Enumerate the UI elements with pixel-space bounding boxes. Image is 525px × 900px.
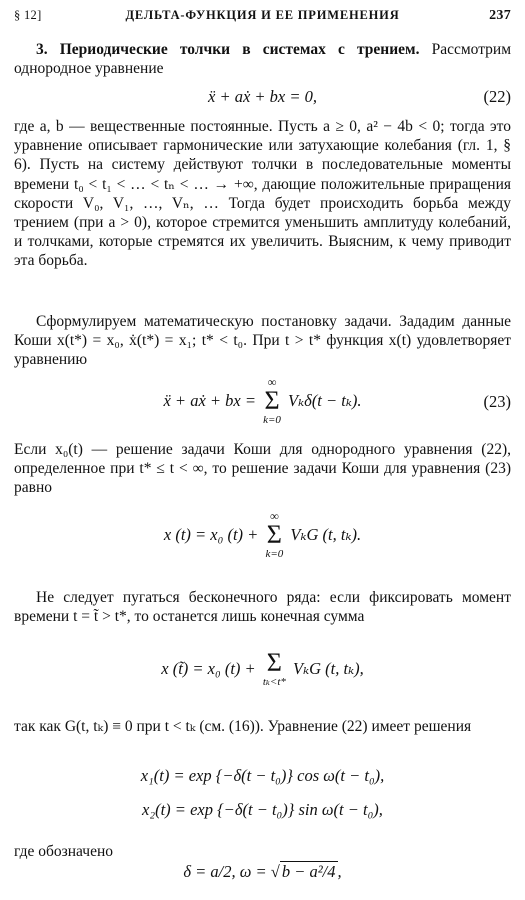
- equation-22-number: (22): [483, 87, 511, 106]
- sum-lower-limit: tₖ<t*: [262, 676, 286, 688]
- equation-solution: [14, 510, 511, 560]
- sum-lower-limit: k=0: [265, 548, 284, 560]
- equation-23-rhs: Vₖδ(t − tₖ).: [288, 391, 362, 410]
- equation-solution-lhs: x (t) = x₀ (t) +: [163, 525, 259, 544]
- summation-symbol: Σ tₖ<t*: [262, 648, 286, 688]
- equation-solution-rhs: VₖG (t, tₖ).: [290, 525, 362, 544]
- equation-23-lhs: ẍ + aẋ + bx =: [163, 391, 256, 410]
- delta-omega-left: δ = a/2, ω =: [183, 862, 271, 881]
- paragraph-3: Сформулируем математическую постановку задачи. Зададим данные Коши x(t*) = x₀, ẋ(t*) = x₁; t* < t₀. При t > t* функция x(t) удовлетворяет уравнению: [14, 313, 511, 369]
- chapter-title: ДЕЛЬТА-ФУНКЦИЯ И ЕЕ ПРИМЕНЕНИЯ: [125, 8, 400, 22]
- section-ref: § 12]: [14, 8, 42, 22]
- paragraph-2: где a, b — вещественные постоянные. Пусть a ≥ 0, a² − 4b < 0; тогда это уравнение описывает гармонические или затухающие колебания (гл. 1, § 6). Пусть на систему действуют толчки в последовательные моменты времени t₀ < t₁ < … < tₙ < … → +∞, дающие положительные приращения скорости V₀, V₁, …, Vₙ, … Тогда будет происходить борьба между трением (при a > 0), которое стремится уменьшить амплитуду колебаний, и толчками, которые стремятся их увеличить. Выясним, к чему приводит эта борьба.: [14, 118, 511, 270]
- equation-finite-rhs: VₖG (t, tₖ),: [293, 659, 364, 678]
- equation-22: [14, 87, 511, 107]
- sqrt-content: b − a²/4: [281, 862, 336, 881]
- summation-symbol: ∞ Σ k=0: [265, 509, 284, 560]
- paragraph-7: где обозначено: [14, 843, 114, 860]
- subsection-heading: 3. Периодические толчки в системах с трением.: [36, 41, 420, 58]
- sum-upper-limit: ∞: [267, 375, 277, 389]
- equation-23: [14, 376, 511, 426]
- running-header: [14, 8, 511, 26]
- equation-22-formula: ẍ + aẋ + bx = 0,: [208, 87, 317, 106]
- equation-23-number: (23): [483, 392, 511, 411]
- delta-omega-tail: ,: [337, 862, 342, 881]
- equation-delta-omega: δ = a/2, ω = √ b − a²/4 ,: [183, 862, 342, 881]
- sum-upper-limit: ∞: [270, 509, 279, 523]
- equation-x2: x₂(t) = exp {−δ(t − t₀)} sin ω(t − t₀),: [142, 800, 383, 819]
- sum-lower-limit: k=0: [263, 414, 281, 426]
- paragraph-5: Не следует пугаться бесконечного ряда: если фиксировать момент времени t = t̃ > t*, то останется лишь конечная сумма: [14, 589, 511, 626]
- paragraph-6: так как G(t, tₖ) ≡ 0 при t < tₖ (см. (16)). Уравнение (22) имеет решения: [14, 718, 472, 735]
- equation-x1: x₁(t) = exp {−δ(t − t₀)} cos ω(t − t₀),: [140, 766, 385, 785]
- equation-finite-lhs: x (t̃) = x₀ (t) +: [161, 659, 256, 678]
- paragraph-1: [14, 40, 511, 78]
- paragraph-1-text: Рассмотрим однородное уравнение: [14, 41, 512, 78]
- equation-finite-sum: [14, 650, 511, 688]
- summation-symbol: ∞ Σ k=0: [263, 375, 281, 426]
- page-number: 237: [489, 8, 511, 23]
- paragraph-4: Если x₀(t) — решение задачи Коши для однородного уравнения (22), определенное при t* ≤ t < ∞, то решение задачи Коши для уравнения (23) равно: [14, 441, 511, 497]
